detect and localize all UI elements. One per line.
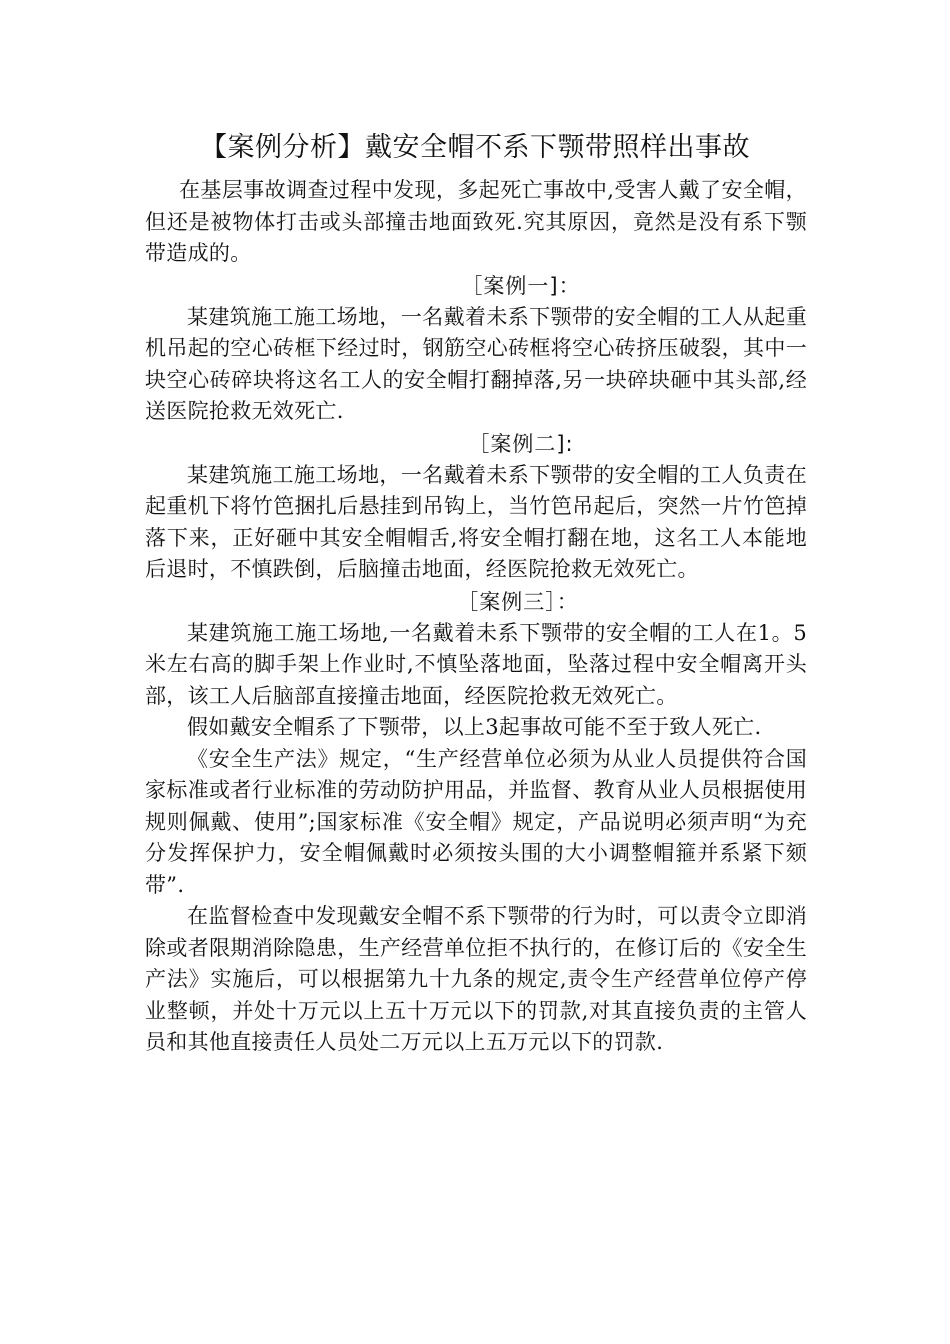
- supervision-paragraph: 在监督检查中发现戴安全帽不系下颚带的行为时，可以责令立即消除或者限期消除隐患，生产经营单位拒不执行的，在修订后的《安全生产法》实施后，可以根据第九十九条的规定,责令生产经营单位停产停业整顿，并处十万元以上五十万元以下的罚款,对其直接负责的主管人员和其他直接责任人员处二万元以上五万元以下的罚款.: [145, 904, 807, 1054]
- conclusion-paragraph: 假如戴安全帽系了下颚带，以上3起事故可能不至于致人死亡.: [187, 715, 762, 739]
- case-2-heading: ［案例二]:: [468, 431, 574, 456]
- case-2-paragraph: 某建筑施工施工场地，一名戴着未系下颚带的安全帽的工人负责在起重机下将竹笆捆扎后悬挂到吊钩上，当竹笆吊起后，突然一片竹笆掉落下来，正好砸中其安全帽帽舌,将安全帽打翻在地，这名工人本能地后退时，不慎跌倒，后脑撞击地面，经医院抢救无效死亡。: [145, 462, 807, 581]
- case-1-heading: ［案例一]：: [461, 273, 581, 298]
- case-3-paragraph: 某建筑施工施工场地,一名戴着未系下颚带的安全帽的工人在1。5米左右高的脚手架上作业时,不慎坠落地面，坠落过程中安全帽离开头部，该工人后脑部直接撞击地面，经医院抢救无效死亡。: [145, 620, 807, 708]
- document-body: [145, 175, 807, 1059]
- intro-paragraph: 在基层事故调查过程中发现，多起死亡事故中,受害人戴了安全帽，但还是被物体打击或头部撞击地面致死.究其原因，竟然是没有系下颚带造成的。: [145, 178, 807, 265]
- case-3-heading: ［案例三］：: [457, 589, 579, 614]
- document-title: 【案例分析】戴安全帽不系下颚带照样出事故: [200, 132, 750, 163]
- law-paragraph: 《安全生产法》规定，“生产经营单位必须为从业人员提供符合国家标准或者行业标准的劳动防护用品，并监督、教育从业人员根据使用规则佩戴、使用”;国家标准《安全帽》规定，产品说明必须声明“为充分发挥保护力，安全帽佩戴时必须按头围的大小调整帽箍并系紧下颏带”.: [145, 746, 807, 897]
- case-1-paragraph: 某建筑施工施工场地，一名戴着未系下颚带的安全帽的工人从起重机吊起的空心砖框下经过时，钢筋空心砖框将空心砖挤压破裂，其中一块空心砖碎块将这名工人的安全帽打翻掉落,另一块碎块砸中其头部,经送医院抢救无效死亡.: [145, 304, 807, 423]
